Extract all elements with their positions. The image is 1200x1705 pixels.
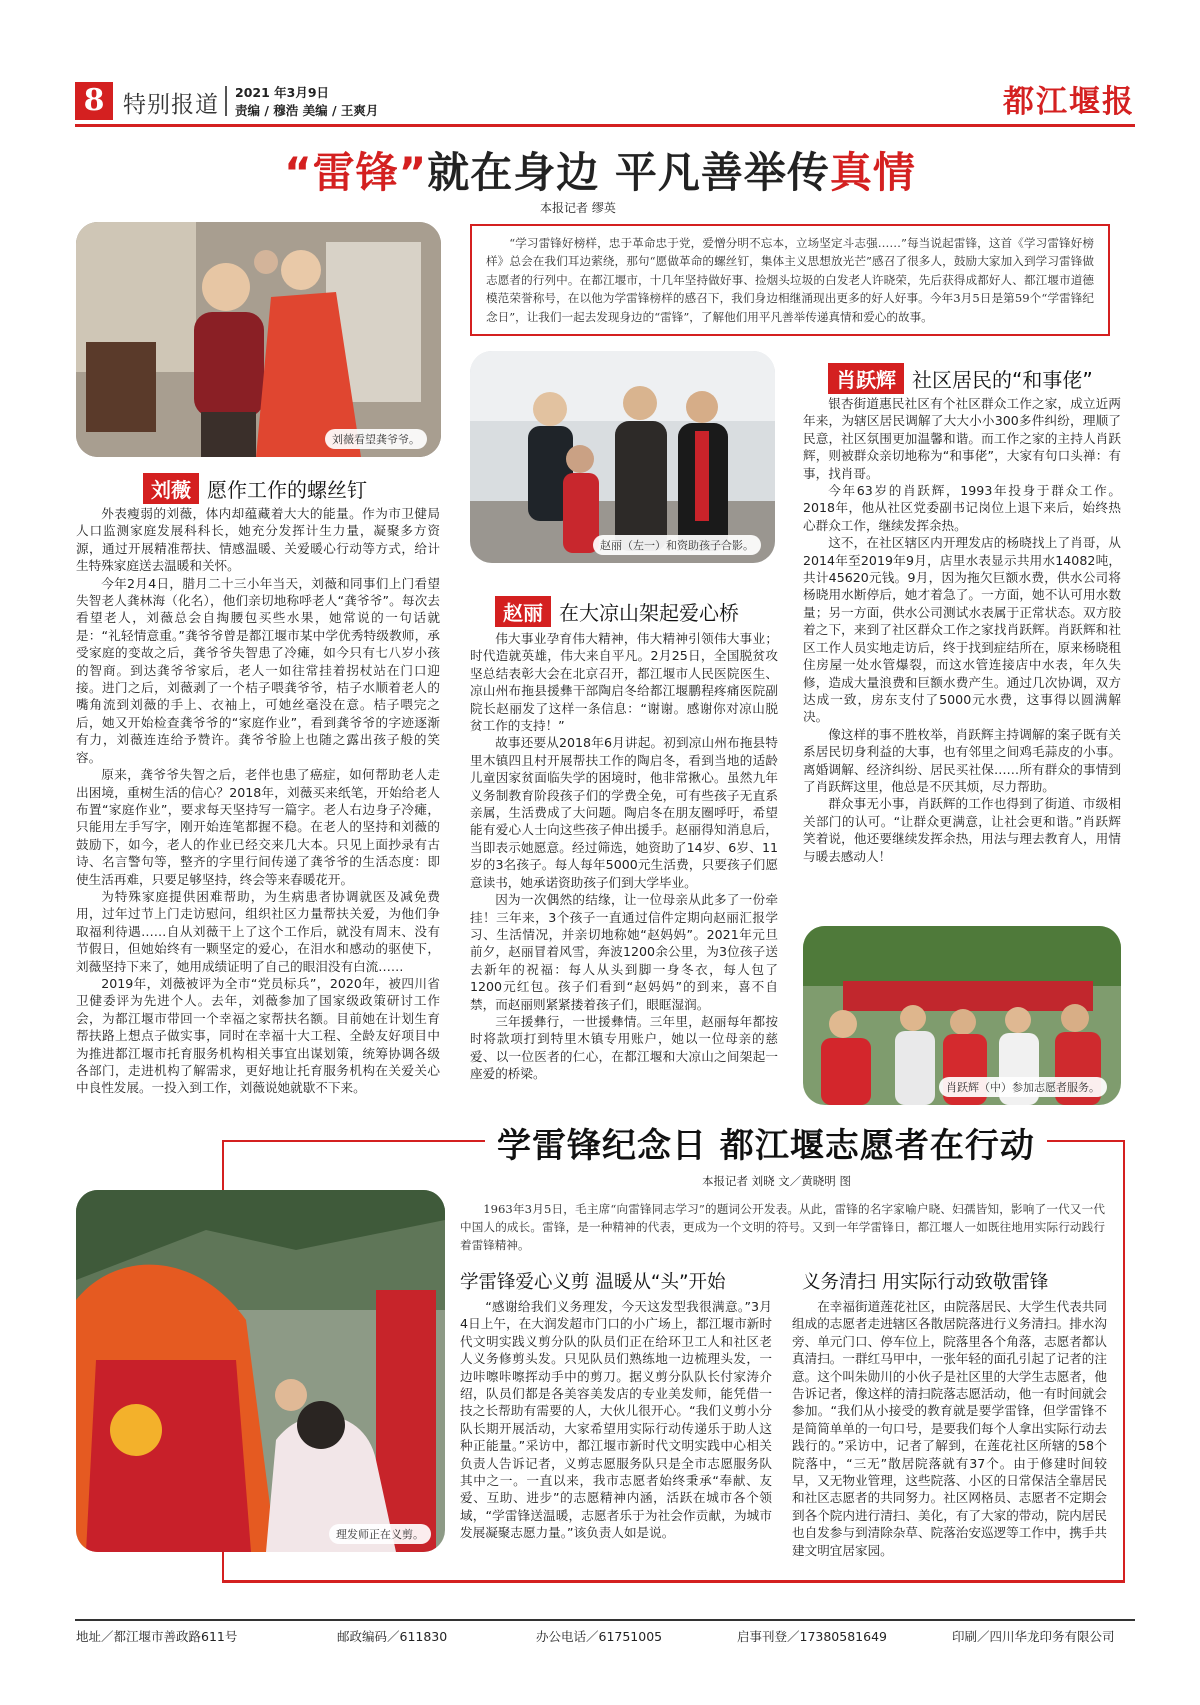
masthead-rule bbox=[75, 124, 1135, 127]
zhaoli-para-3: 因为一次偶然的结缘，让一位母亲从此多了一份牵挂！三年来，3个孩子一直通过信件定期向赵丽汇报学习、生活情况，并亲切地称她“赵妈妈”。2021年元旦前夕，赵丽冒着风雪，奔波1200余公里，为3位孩子送去新年的祝福：每人从头到脚一身冬衣，每人包了1200元红包。孩子们看到“赵妈妈”的到来，喜不自禁，而赵丽则紧紧搂着孩子们，眼眶湿润。 bbox=[470, 892, 778, 1012]
photo-zhaoli bbox=[470, 351, 775, 563]
photo-barber bbox=[76, 1190, 445, 1552]
xiaoyuehui-body bbox=[803, 395, 1121, 917]
feature-col2-title: 义务清扫 用实际行动致敬雷锋 bbox=[802, 1272, 1049, 1293]
masthead bbox=[75, 82, 1135, 122]
feature-col1-title: 学雷锋爱心义剪 温暖从“头”开始 bbox=[460, 1272, 726, 1293]
liuwei-heading bbox=[143, 473, 367, 504]
zhaoli-body bbox=[470, 630, 778, 1105]
photo-barber-caption: 理发师正在义剪。 bbox=[329, 1524, 431, 1544]
masthead-logo: 都江堰报 bbox=[1003, 84, 1135, 120]
zhaoli-name: 赵丽 bbox=[495, 596, 551, 627]
page-title bbox=[0, 140, 1200, 200]
photo-zhaoli-illustration bbox=[470, 351, 775, 563]
xiaoyuehui-heading bbox=[828, 363, 1093, 394]
photo-xiaoyuehui bbox=[803, 926, 1121, 1105]
xiaoyuehui-title: 社区居民的“和事佬” bbox=[912, 368, 1093, 392]
headline-mid: 就在身边 平凡善举传 bbox=[427, 148, 830, 197]
liuwei-para-1: 外表瘦弱的刘薇，体内却蕴藏着大大的能量。作为市卫健局人口监测家庭发展科科长，她充分发挥计生力量，凝聚多方资源，通过开展精准帮扶、情感温暖、关爱暖心行动等方式，给计生特殊家庭送去温暖和关怀。 bbox=[76, 506, 440, 574]
zhaoli-title: 在大凉山架起爱心桥 bbox=[559, 601, 739, 625]
page-number: 8 bbox=[75, 82, 113, 120]
footer-postcode: 邮政编码／611830 bbox=[337, 1629, 448, 1644]
photo-barber-illustration bbox=[76, 1190, 445, 1552]
zhaoli-para-1: 伟大事业孕育伟大精神，伟大精神引领伟大事业；时代造就英雄，伟大来自平凡。2月25日，全国脱贫攻坚总结表彰大会在北京召开，都江堰市人民医院医生、凉山州布拖县援彝干部陶启冬给都江堰鹏程疼痛医院副院长赵丽发了这样一条信息：“谢谢。感谢你对凉山脱贫工作的支持！” bbox=[470, 631, 778, 734]
main-byline: 本报记者 缪英 bbox=[540, 201, 616, 215]
photo-liuwei-caption: 刘薇看望龚爷爷。 bbox=[325, 429, 427, 449]
footer-address: 地址／都江堰市善政路611号 bbox=[76, 1629, 238, 1644]
zhaoli-para-4: 三年援彝行，一世援彝情。三年里，赵丽每年都按时将款项打到特里木镇专用账户，她以一位母亲的慈爱、以一位医者的仁心，在都江堰和大凉山之间架起一座爱的桥梁。 bbox=[470, 1013, 778, 1082]
feature-byline: 本报记者 刘晓 文／黄晓明 图 bbox=[702, 1174, 851, 1188]
xiaoyuehui-para-2: 今年63岁的肖跃辉，1993年投身于群众工作。2018年，他从社区党委副书记岗位上退下来后，始终热心群众工作，继续发挥余热。 bbox=[803, 483, 1121, 533]
feature-col1-text: “感谢给我们义务理发，今天这发型我很满意。”3月4日上午，在大润发超市门口的小广场上，都江堰市新时代文明实践义剪分队的队员们正在给环卫工人和社区老人义务修剪头发。只见队员们熟练地一边梳理头发，一边咔嚓咔嚓挥动手中的剪刀。据义剪分队队长付家涛介绍，队员们都是各美容美发店的专业美发师，能凭借一技之长帮助有需要的人，大伙儿很开心。“我们义剪小分队长期开展活动，大家希望用实际行动传递乐于助人这种正能量。”采访中，都江堰市新时代文明实践中心相关负责人告诉记者，义剪志愿服务队只是全市志愿服务队其中之一。一直以来，我市志愿者始终秉承“奉献、友爱、互助、进步”的志愿精神内涵，活跃在城市各个领域，“学雷锋送温暖，志愿者乐于为社会作贡献，为城市发展凝聚志愿力量。”该负责人如是说。 bbox=[460, 1299, 772, 1541]
intro-box bbox=[470, 224, 1110, 336]
liuwei-para-5: 2019年，刘薇被评为全市“党员标兵”，2020年，被四川省卫健委评为先进个人。去年，刘薇参加了国家级政策研讨工作会，为都江堰市带回一个幸福之家帮扶名额。目前她在计划生育帮扶路上想点子做实事，同时在幸福十大工程、全龄友好项目中为推进都江堰市托育服务机构相关事宜出谋划策，统筹协调各级各部门，走进机构了解需求，更好地让托育服务机构在关爱关心中良性发展。一投入到工作，刘薇说她就歇不下来。 bbox=[76, 975, 440, 1096]
xiaoyuehui-para-3: 这不，在社区辖区内开理发店的杨晓找上了肖哥，从2014年至2019年9月，店里水表显示共用水14082吨，共计45620元钱。9月，因为拖欠巨额水费，供水公司将杨晓用水断停后，她才着急了。一方面，她不认可用水数量；另一方面，供水公司测试水表属于正常状态。双方胶着之下，来到了社区群众工作之家找肖跃辉。肖跃辉和社区工作人员实地走访后，终于找到症结所在，原来杨晓租住房屋一处水管爆裂，而这水管连接店中水表，年久失修，造成大量浪费和巨额水费产生。通过几次协调，双方达成一致，房东支付了5000元水费，这事得以圆满解决。 bbox=[803, 535, 1121, 725]
xiaoyuehui-para-1: 银杏街道惠民社区有个社区群众工作之家，成立近两年来，为辖区居民调解了大大小小300多件纠纷，理顺了民意，社区氛围更加温馨和谐。而工作之家的主持人肖跃辉，则被群众亲切地称为“和事佬”，大家有句口头禅：有事，找肖哥。 bbox=[803, 396, 1121, 481]
intro-text: “学习雷锋好榜样，忠于革命忠于党，爱憎分明不忘本，立场坚定斗志强……”每当说起雷锋，这首《学习雷锋好榜样》总会在我们耳边萦绕，那句“愿做革命的螺丝钉，集体主义思想放光芒”感召了很多人，鼓励大家加入到学习雷锋做志愿者的行列中。在都江堰市，十几年坚持做好事、捡烟头垃圾的白发老人许晓荣，先后获得成都好人、都江堰市道德模范荣誉称号，在以他为学雷锋榜样的感召下，我们身边相继涌现出更多的好人好事。今年3月5日是第59个“学雷锋纪念日”，让我们一起去发现身边的“雷锋”，了解他们用平凡善举传递真情和爱心的故事。 bbox=[486, 236, 1094, 324]
liuwei-para-4: 为特殊家庭提供困难帮助，为生病患者协调就医及减免费用，过年过节上门走访慰问，组织社区力量帮扶关爱，为他们争取福利待遇……自从刘薇干上了这个工作后，就没有周末、没有节假日，但她始终有一颗坚定的爱心，在泪水和感动的驱使下，刘薇坚持下来了，她用成绩证明了自己的眼泪没有白流…… bbox=[76, 888, 440, 974]
feature-title: 学雷锋纪念日 都江堰志愿者在行动 bbox=[485, 1118, 1047, 1167]
liuwei-para-2: 今年2月4日，腊月二十三小年当天，刘薇和同事们上门看望失智老人龚林海（化名），他们亲切地称呼老人“龚爷爷”。每次去看望老人，刘薇总会自掏腰包买些水果，她常说的一句话就是：“礼轻情意重。”龚爷爷曾是都江堰市某中学优秀特级教师，承受家庭的变故之后，龚爷爷失智患了冷瘫，如今只有七八岁小孩的智商。到达龚爷爷家后，老人一如往常挂着拐杖站在门口迎接。进门之后，刘薇剥了一个桔子喂龚爷爷，桔子水顺着老人的嘴角流到刘薇的手上、衣袖上，可她丝毫没在意。桔子喂完之后，她又开始检查龚爷爷的“家庭作业”，看到龚爷爷的字迹逐渐有力，刘薇连连给予赞许。龚爷爷脸上也随之露出孩子般的笑容。 bbox=[76, 575, 440, 765]
liuwei-body bbox=[76, 505, 440, 1105]
headline-end: 真情 bbox=[829, 148, 916, 197]
footer-rule bbox=[75, 1619, 1135, 1621]
photo-xiaoyuehui-caption: 肖跃辉（中）参加志愿者服务。 bbox=[939, 1077, 1107, 1097]
photo-liuwei-illustration bbox=[76, 222, 441, 457]
editors: 责编 / 穆浩 美编 / 王爽月 bbox=[235, 103, 379, 118]
photo-zhaoli-caption: 赵丽（左一）和资助孩子合影。 bbox=[593, 535, 761, 555]
section-name: 特别报道 bbox=[123, 92, 219, 118]
feature-col2-text: 在幸福街道莲花社区，由院落居民、大学生代表共同组成的志愿者走进辖区各散居院落进行义务清扫。排水沟旁、单元门口、停车位上，院落里各个角落，志愿者都认真清扫。一群红马甲中，一张年轻的面孔引起了记者的注意。这个叫朱勋川的小伙子是社区里的大学生志愿者，他告诉记者，像这样的清扫院落志愿活动，他一有时间就会参加。“我们从小接受的教育就是要学雷锋，但学雷锋不是简简单单的一句口号，是要我们每个人拿出实际行动去践行的。”采访中，记者了解到，在莲花社区所辖的58个院落中，“三无”散居院落就有37个。由于修建时间较早，又无物业管理，这些院落、小区的日常保洁全靠居民和社区志愿者的共同努力。社区网格员、志愿者不定期会到各个院内进行清扫、美化，有了大家的带动，院内居民也自发参与到清除杂草、院落治安巡逻等工作中，携手共建文明宜居家园。 bbox=[792, 1299, 1107, 1558]
zhaoli-heading bbox=[495, 596, 739, 627]
footer-ad-phone: 启事刊登／17380581649 bbox=[737, 1629, 887, 1644]
zhaoli-para-2: 故事还要从2018年6月讲起。初到凉山州布拖县特里木镇四且村开展帮扶工作的陶启冬，看到当地的适龄儿童因家贫面临失学的困境时，他非常揪心。虽然九年义务制教育阶段孩子们的学费全免，可有些孩子无直系亲属，生活费成了大问题。陶启冬在朋友圈呼吁，希望能有爱心人士向这些孩子伸出援手。赵丽得知消息后，当即表示她愿意。经过筛选，她资助了14岁、6岁、11岁的3名孩子。每人每年5000元生活费，只要孩子们愿意读书，她承诺资助孩子们到大学毕业。 bbox=[470, 735, 778, 890]
xiaoyuehui-para-5: 群众事无小事，肖跃辉的工作也得到了街道、市级相关部门的认可。“让群众更满意，让社会更和谐。”肖跃辉笑着说，他还要继续发挥余热，用法与理去教育人，用情与暖去感动人！ bbox=[803, 796, 1121, 864]
issue-date: 2021 年3月9日 bbox=[235, 85, 330, 100]
footer-office-phone: 办公电话／61751005 bbox=[536, 1629, 663, 1644]
xiaoyuehui-name: 肖跃辉 bbox=[828, 363, 904, 394]
footer-printer: 印刷／四川华龙印务有限公司 bbox=[952, 1629, 1115, 1644]
xiaoyuehui-para-4: 像这样的事不胜枚举，肖跃辉主持调解的案子既有关系居民切身利益的大事，也有邻里之间鸡毛蒜皮的小事。离婚调解、经济纠纷、居民买社保……所有群众的事情到了肖跃辉这里，他总是不厌其烦，尽力帮助。 bbox=[803, 726, 1121, 794]
masthead-divider bbox=[225, 86, 227, 116]
feature-intro: 1963年3月5日，毛主席“向雷锋同志学习”的题词公开发表。从此，雷锋的名字家喻户晓、妇孺皆知，影响了一代又一代中国人的成长。雷锋，是一种精神的代表，更成为一个文明的符号。又到一年学雷锋日，都江堰人一如既往地用实际行动践行着雷锋精神。 bbox=[460, 1202, 1105, 1252]
liuwei-title: 愿作工作的螺丝钉 bbox=[207, 478, 367, 502]
liuwei-para-3: 原来，龚爷爷失智之后，老伴也患了癌症，如何帮助老人走出困境，重树生活的信心？2018年，刘薇买来纸笔，开始给老人布置“家庭作业”，要求每天坚持写一篇字。老人右边身子冷瘫，只能用左手写字，刚开始连笔都握不稳。在老人的坚持和刘薇的鼓励下，如今，老人的作业已经交来几大本。只见上面抄录有古诗、名言警句等，整齐的字里行间传递了龚爷爷的生活态度：即使生活再难，只要足够坚持，终会等来春暖花开。 bbox=[76, 767, 440, 887]
liuwei-name: 刘薇 bbox=[143, 473, 199, 504]
photo-liuwei bbox=[76, 222, 441, 457]
headline-quote: “雷锋” bbox=[284, 148, 428, 197]
